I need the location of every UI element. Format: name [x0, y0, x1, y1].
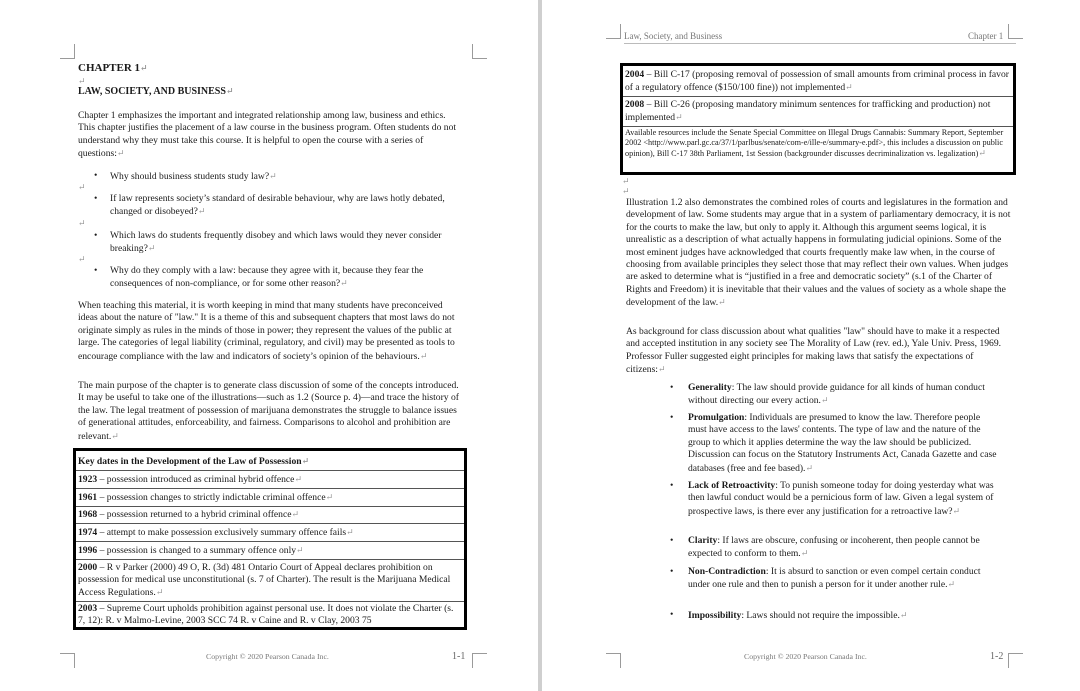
box-heading: Key dates in the Development of the Law of Possession↵	[78, 456, 310, 467]
teaching-paragraph: When teaching this material, it is worth keeping in mind that many students have preconceived ideas about the nature of "law." It is a theme of this and subsequent chapters that most laws do not originate simply as rules in the minds of those in power; they represent the values of the public at large. The categories of legal liability (criminal, regulatory, and civil) may be presented as tools to encourage compliance with the law and indicators of society’s opinion of the behaviours.↵	[78, 300, 455, 362]
chapter-title: LAW, SOCIETY, AND BUSINESS↵	[78, 86, 234, 97]
bullet-icon: •	[94, 265, 98, 276]
paragraph-mark: ↵	[622, 176, 630, 186]
bullet-icon: •	[94, 193, 98, 204]
running-header-chapter: Chapter 1	[968, 31, 1004, 41]
crop-mark	[472, 44, 487, 59]
footer-copyright: Copyright © 2020 Pearson Canada Inc.	[206, 652, 329, 661]
date-entry: 2003 – Supreme Court upholds prohibition against personal use. It does not violate the Charter (s. 7, 12): R. v Malmo-Levine, 2003 SCC 74 R. v Caine and R. v Clay, 2003 75	[78, 603, 454, 627]
date-entry: 2000 – R v Parker (2000) 49 O, R. (3d) 481 Ontario Court of Appeal declares prohibition on possession for medical use unconstitutional (s. 7 of Charter). The result is the Marijuana Medical Access Regulations.↵	[78, 562, 451, 599]
resources-note: Available resources include the Senate Special Committee on Illegal Drugs Cannabis: Summary Report, September 2002 <http://www.parl.gc.ca/37/1/parlbus/senate/com-e/ille-e/summary-e.pdf>, this includes a discussion on public opinion), Bill C-17 38th Parliament, 1st Session (backgrounder discusses decriminalization vs. legalization)↵	[625, 128, 1004, 158]
crop-mark	[472, 653, 487, 668]
date-entry: 2004 – Bill C-17 (proposing removal of possession of small amounts from criminal process in favor of a regulatory offence ($150/100 fine)) not implemented↵	[625, 69, 1009, 94]
intro-paragraph: Chapter 1 emphasizes the important and integrated relationship among law, business and ethics. This chapter justifies the placement of a law course in the business program. Often students do not understand why they must take this course. It is helpful to open the course with a series of questions:↵	[78, 110, 457, 160]
date-entry: 1974 – attempt to make possession exclusively summary offence fails↵	[78, 527, 354, 538]
bullet-icon: •	[670, 566, 674, 577]
page-number: 1-2	[990, 651, 1004, 662]
illustration-paragraph: Illustration 1.2 also demonstrates the combined roles of courts and legislatures in the formation and development of law. Some students may argue that in a system of parliamentary democracy, it is not for the courts to make the law, but only to apply it. Although this argument seems logical, it is unrealistic as a description of what actually happens in formulating judicial opinions. Some of the most eminent judges have acknowledged that courts frequently make law when, in the course of choosing from available principles they select those that may reflect their own values. When judges are asked to determine what is “justified in a free and democratic society” (s.1 of the Charter of Rights and Freedom) it is inevitable that their values and the values of society as a whole shape the development of the law.↵	[626, 197, 1011, 309]
bullet-icon: •	[94, 230, 98, 241]
date-entry: 1923 – possession introduced as criminal hybrid offence↵	[78, 474, 302, 485]
header-rule	[624, 43, 1016, 44]
paragraph-mark: ↵	[622, 186, 630, 196]
bullet-icon: •	[670, 535, 674, 546]
bullet-icon: •	[670, 382, 674, 393]
bullet-icon: •	[94, 170, 98, 181]
bullet-icon: •	[670, 412, 674, 423]
background-paragraph: As background for class discussion about what qualities "law" should have to make it a respected and accepted institution in any society see The Morality of Law (rev. ed.), Yale Univ. Press, 1969. Professor Fuller suggested eight principles for making laws that satisfy the expectations of citizens:↵	[626, 326, 1002, 376]
date-entry: 1996 – possession is changed to a summary offence only↵	[78, 545, 304, 556]
document-page-1: CHAPTER 1↵ ↵ LAW, SOCIETY, AND BUSINESS↵ Chapter 1 emphasizes the important and integrated relationship among law, business and ethics. This chapter justifies the placement of a law course in the business program. Often students do not understand why they must take this course. It is helpful to open the course with a series of questions:↵ ↵ • Why should business students study law?↵ • If law represents society’s standard of desirable behaviour, why are laws hotly debated, changed or disobeyed?↵ ↵ • Which laws do students frequently disobey and which laws would they never consider breaking?↵ ↵ • Why do they comply with a law: because they agree with it, because they fear the consequences of non-compliance, or for some other reason?↵ When teaching this material, it is worth keeping in mind that many students have preconceived ideas about the nature of "law." It is a theme of this and subsequent chapters that most laws do not originate simply as rules in the minds of those in power; they represent the values of the public at large. The categories of legal liability (criminal, regulatory, and civil) may be presented as tools to encourage compliance with the law and indicators of society’s opinion of the behaviours.↵ The main purpose of the chapter is to generate class discussion of some of the concepts introduced. It may be useful to take one of the illustrations—such as 1.2 (Source p. 4)—and trace the history of the law. The legal treatment of possession of marijuana demonstrates the struggle to balance issues of generational attitudes, enforceability, and fairness. Comparisons to alcohol and prohibition are relevant.↵ Key dates in the Development of the Law of Possession↵ 1923 – possession introduced as criminal hybrid offence↵ 1961 – possession changes to strictly indictable criminal offence↵ 1968 – possession returned to a hybrid criminal offence↵ 1974 – attempt to make possession exclusively summary offence fails↵ 1996 – possession is changed to a summary offence only↵ 2000 – R v Parker (2000) 49 O, R. (3d) 481 Ontario Court of Appeal declares prohibition on possession for medical use unconstitutional (s. 7 of Charter). The result is the Marijuana Medical Access Regulations.↵ 2003 – Supreme Court upholds prohibition against personal use. It does not violate the Charter (s. 7, 12): R. v Malmo-Levine, 2003 SCC 74 R. v Caine and R. v Clay, 2003 75 Copyright © 2020 Pearson Canada Inc. 1-1	[0, 0, 538, 691]
date-entry: 2008 – Bill C-26 (proposing mandatory minimum sentences for trafficking and production) not implemented↵	[625, 99, 991, 124]
key-dates-box-continued	[620, 63, 1016, 175]
page-number: 1-1	[452, 651, 466, 662]
document-page-2: Law, Society, and Business Chapter 1 2004 – Bill C-17 (proposing removal of possession of small amounts from criminal process in favor of a regulatory offence ($150/100 fine)) not implemented↵ 2008 – Bill C-26 (proposing mandatory minimum sentences for trafficking and production) not implemented↵ Available resources include the Senate Special Committee on Illegal Drugs Cannabis: Summary Report, September 2002 <http://www.parl.gc.ca/37/1/parlbus/senate/com-e/ille-e/summary-e.pdf>, this includes a discussion on public opinion), Bill C-17 38th Parliament, 1st Session (backgrounder discusses decriminalization vs. legalization)↵ ↵ ↵ Illustration 1.2 also demonstrates the combined roles of courts and legislatures in the formation and development of law. Some students may argue that in a system of parliamentary democracy, it is not for the courts to make the law, but only to apply it. Although this argument seems logical, it is unrealistic as a description of what actually happens in formulating judicial opinions. Some of the most eminent judges have acknowledged that courts frequently make law when, in the course of choosing from available principles they select those that may reflect their own values. When judges are asked to determine what is “justified in a free and democratic society” (s.1 of the Charter of Rights and Freedom) it is inevitable that their values and the values of society as a whole shape the development of the law.↵ As background for class discussion about what qualities "law" should have to make it a respected and accepted institution in any society see The Morality of Law (rev. ed.), Yale Univ. Press, 1969. Professor Fuller suggested eight principles for making laws that satisfy the expectations of citizens:↵ • Generality: The law should provide guidance for all kinds of human conduct without directing our every action.↵ • Promulgation: Individuals are presumed to know the law. Therefore people must have access to the laws' contents. The type of law and the nature of the group to which it applies determine the way the law should be publicized. Discussion can focus on the Statutory Instruments Act, Canada Gazette and case databases (free and fee based).↵ • Lack of Retroactivity: To punish someone today for doing yesterday what was then lawful conduct would be a pernicious form of law. Given a legal system of prospective laws, is there ever any justification for a retroactive law?↵ • Clarity: If laws are obscure, confusing or incoherent, then people cannot be expected to conform to them.↵ • Non-Contradiction: It is absurd to sanction or even compel certain conduct under one rule and then to punish a person for it under another rule.↵ • Impossibility: Laws should not require the impossible.↵ Copyright © 2020 Pearson Canada Inc. 1-2	[542, 0, 1080, 691]
date-entry: 1968 – possession returned to a hybrid criminal offence↵	[78, 509, 300, 520]
crop-mark	[606, 653, 621, 668]
bullet-icon: •	[670, 480, 674, 491]
purpose-paragraph: The main purpose of the chapter is to generate class discussion of some of the concepts introduced. It may be useful to take one of the illustrations—such as 1.2 (Source p. 4)—and trace the history of the law. The legal treatment of possession of marijuana demonstrates the struggle to balance issues of generational attitudes, enforceability, and fairness. Comparisons to alcohol and prohibition are relevant.↵	[78, 380, 459, 442]
footer-copyright: Copyright © 2020 Pearson Canada Inc.	[744, 652, 867, 661]
paragraph-mark: ↵	[78, 76, 86, 86]
running-header-title: Law, Society, and Business	[624, 31, 723, 41]
crop-mark	[60, 653, 75, 668]
crop-mark	[606, 24, 621, 39]
crop-mark	[1008, 653, 1023, 668]
key-dates-box	[73, 448, 467, 630]
bullet-icon: •	[670, 609, 674, 620]
chapter-heading: CHAPTER 1↵	[78, 62, 148, 74]
crop-mark	[1008, 24, 1023, 39]
crop-mark	[60, 44, 75, 59]
date-entry: 1961 – possession changes to strictly indictable criminal offence↵	[78, 492, 334, 503]
